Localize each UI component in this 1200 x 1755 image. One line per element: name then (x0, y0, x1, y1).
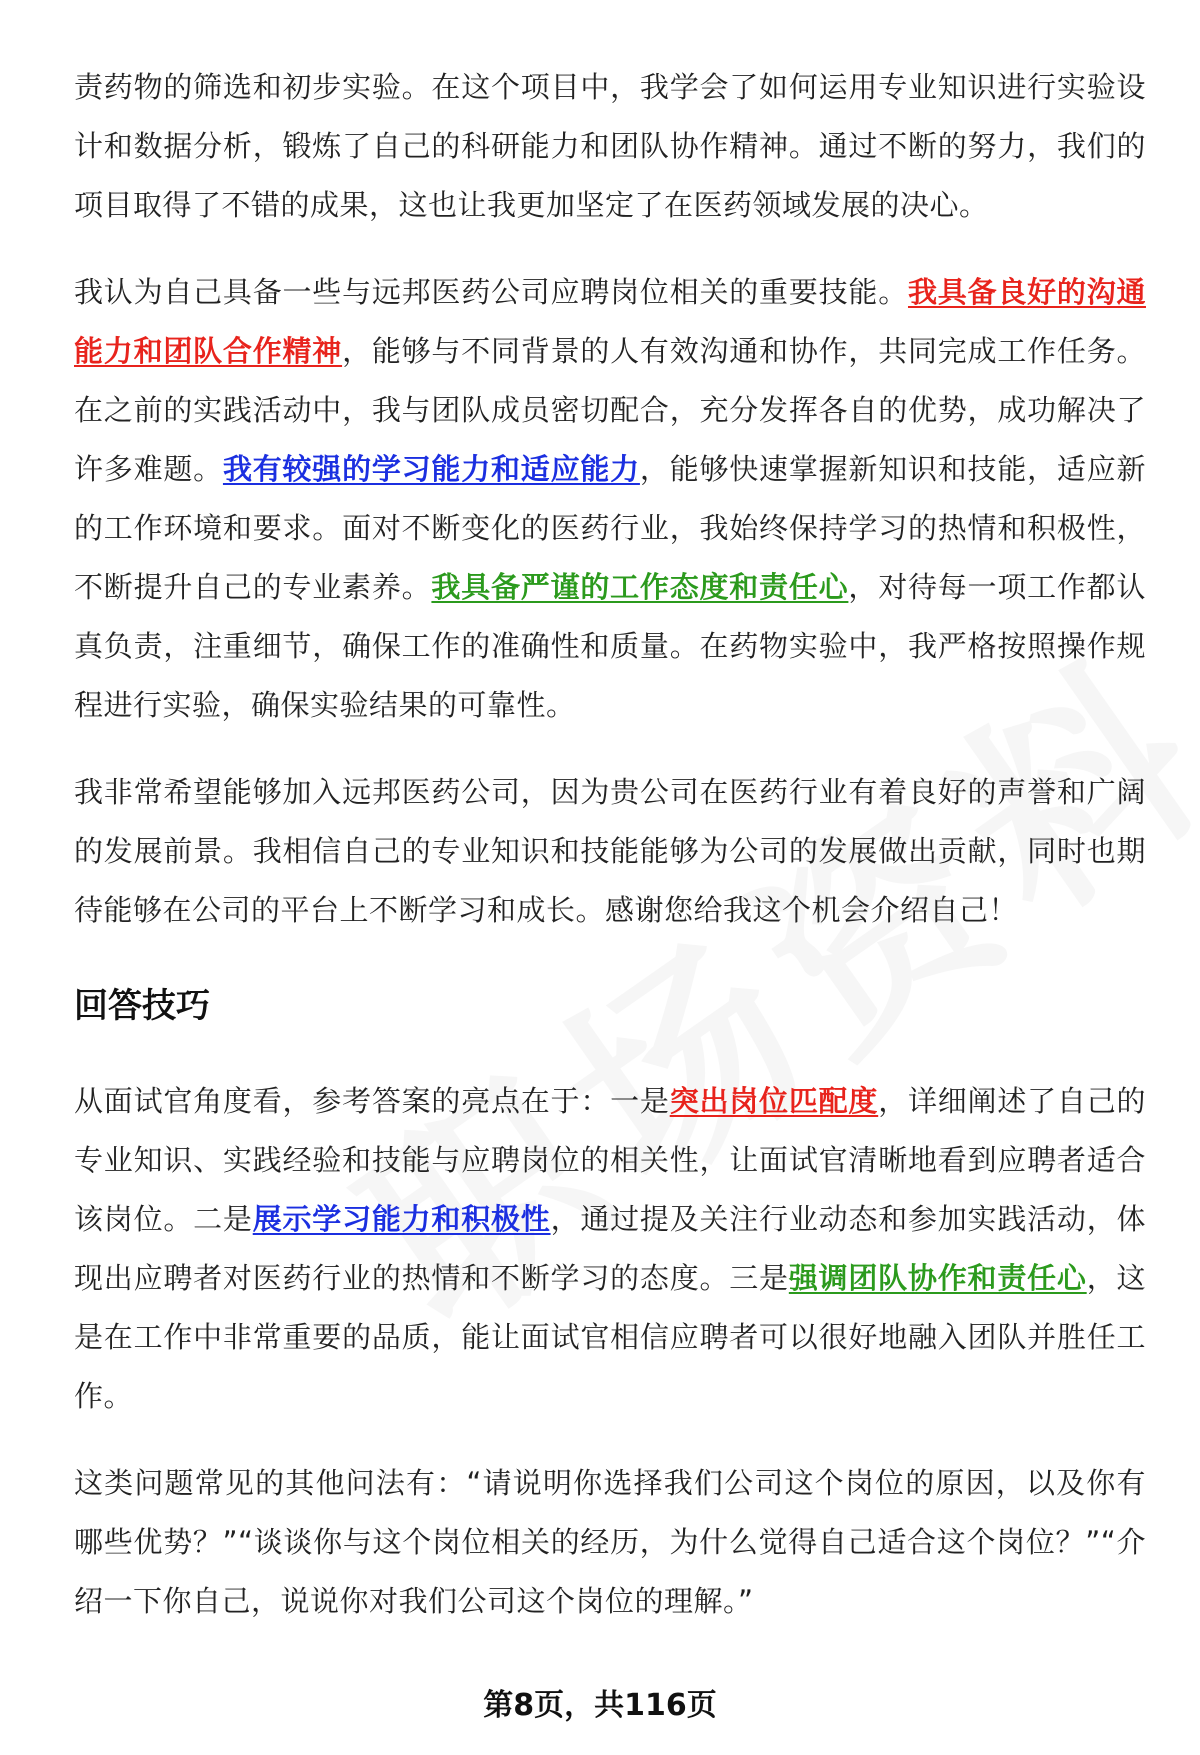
paragraph-skills (74, 263, 1146, 735)
paragraph-text: 从面试官角度看，参考答案的亮点在于：一是 (74, 1084, 670, 1118)
highlight-job-match: 突出岗位匹配度 (669, 1084, 879, 1118)
highlight-learning-ability: 展示学习能力和积极性 (252, 1202, 551, 1236)
paragraph-text: ，能够与不同背景的人有效沟通和协作，共同完成工作任务。在之前的实践活动中，我与团队成员密切配合，充分发挥各自的优势，成功解决了许多难题。 (74, 334, 1146, 486)
highlight-teamwork: 强调团队协作和责任心 (788, 1261, 1087, 1295)
paragraph-text: ，详细阐述了自己的专业知识、实践经验和技能与应聘岗位的相关性，让面试官清晰地看到应聘者适合该岗位。二是 (74, 1084, 1146, 1236)
page-number: 第8页，共116页 (483, 1688, 717, 1723)
paragraph-closing (74, 763, 1146, 940)
paragraph-text: 我非常希望能够加入远邦医药公司，因为贵公司在医药行业有着良好的声誉和广阔的发展前景。我相信自己的专业知识和技能能够为公司的发展做出贡献，同时也期待能够在公司的平台上不断学习和成长。感谢您给我这个机会介绍自己！ (74, 775, 1146, 927)
paragraph-text: 我认为自己具备一些与远邦医药公司应聘岗位相关的重要技能。 (74, 275, 908, 309)
paragraph-text: 责药物的筛选和初步实验。在这个项目中，我学会了如何运用专业知识进行实验设计和数据分析，锻炼了自己的科研能力和团队协作精神。通过不断的努力，我们的项目取得了不错的成果，这也让我更加坚定了在医药领域发展的决心。 (74, 70, 1146, 222)
paragraph-text: ，对待每一项工作都认真负责，注重细节，确保工作的准确性和质量。在药物实验中，我严格按照操作规程进行实验，确保实验结果的可靠性。 (74, 570, 1146, 722)
paragraph-text: ，通过提及关注行业动态和参加实践活动，体现出应聘者对医药行业的热情和不断学习的态度。三是 (74, 1202, 1146, 1295)
paragraph-tips (74, 1072, 1146, 1426)
paragraph-text: 这类问题常见的其他问法有：“请说明你选择我们公司这个岗位的原因，以及你有哪些优势？”“谈谈你与这个岗位相关的经历，为什么觉得自己适合这个岗位？”“介绍一下你自己，说说你对我们公司这个岗位的理解。” (74, 1466, 1146, 1618)
paragraph-project-experience (74, 58, 1146, 235)
highlight-communication: 我具备良好的沟通能力和团队合作精神 (74, 275, 1146, 368)
section-title: 回答技巧 (74, 986, 210, 1026)
document-body (74, 58, 1146, 1659)
paragraph-text: ，这是在工作中非常重要的品质，能让面试官相信应聘者可以很好地融入团队并胜任工作。 (74, 1261, 1146, 1413)
highlight-learning: 我有较强的学习能力和适应能力 (222, 452, 640, 486)
paragraph-text: ，能够快速掌握新知识和技能，适应新的工作环境和要求。面对不断变化的医药行业，我始终保持学习的热情和积极性，不断提升自己的专业素养。 (74, 452, 1146, 604)
highlight-responsibility: 我具备严谨的工作态度和责任心 (431, 570, 849, 604)
paragraph-alternative-questions (74, 1454, 1146, 1631)
